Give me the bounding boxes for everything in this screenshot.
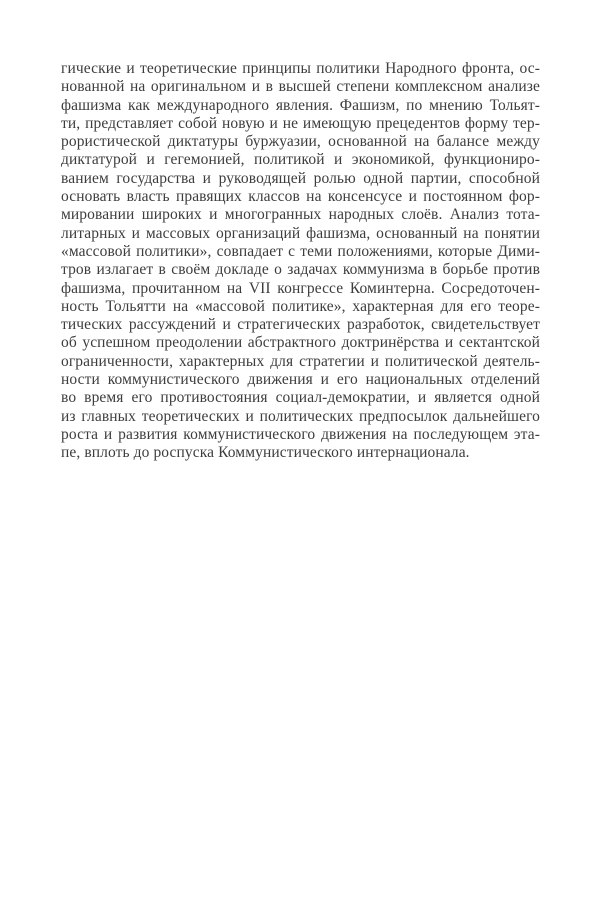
text-line: рористической диктатуры буржуазии, основанной на балансе между (61, 133, 540, 151)
text-line: мировании широких и многогранных народных слоёв. Анализ тота- (61, 206, 540, 224)
text-line: пе, вплоть до роспуска Коммунистического интернационала. (61, 444, 470, 462)
text-line: гические и теоретические принципы политики Народного фронта, ос- (61, 60, 540, 77)
text-line: об успешном преодолении абстрактного доктринёрства и сектантской (61, 334, 540, 352)
text-line: ограниченности, характерных для стратегии и политической деятель- (61, 352, 540, 370)
text-line: диктатурой и гегемонией, политикой и экономикой, функциониро- (61, 151, 540, 169)
text-line: ность Тольятти на «массовой политике», характерная для его теоре- (61, 297, 540, 315)
text-line: ванием государства и руководящей ролью одной партии, способной (61, 169, 540, 187)
body-text-paragraph (61, 60, 540, 463)
text-line: во время его противостояния социал-демократии, и является одной (61, 389, 540, 407)
text-line: основать власть правящих классов на консенсусе и постоянном фор- (61, 188, 540, 206)
text-line: из главных теоретических и политических предпосылок дальнейшего (61, 407, 540, 425)
text-line: тических рассуждений и стратегических разработок, свидетельствует (61, 316, 540, 334)
text-line: «массовой политики», совпадает с теми положениями, которые Дими- (61, 242, 540, 260)
text-line: литарных и массовых организаций фашизма, основанный на понятии (61, 224, 540, 242)
text-line: нованной на оригинальном и в высшей степени комплексном анализе (61, 78, 540, 96)
text-line: фашизма, прочитанном на VII конгрессе Коминтерна. Сосредоточен- (61, 279, 540, 297)
text-line: роста и развития коммунистического движения на последующем эта- (61, 425, 540, 443)
text-line: тров излагает в своём докладе о задачах коммунизма в борьбе против (61, 261, 540, 279)
text-line: ности коммунистического движения и его национальных отделений (61, 371, 540, 389)
text-line: фашизма как международного явления. Фашизм, по мнению Тольят- (61, 96, 540, 114)
text-line: ти, представляет собой новую и не имеющую прецедентов форму тер- (61, 114, 540, 132)
